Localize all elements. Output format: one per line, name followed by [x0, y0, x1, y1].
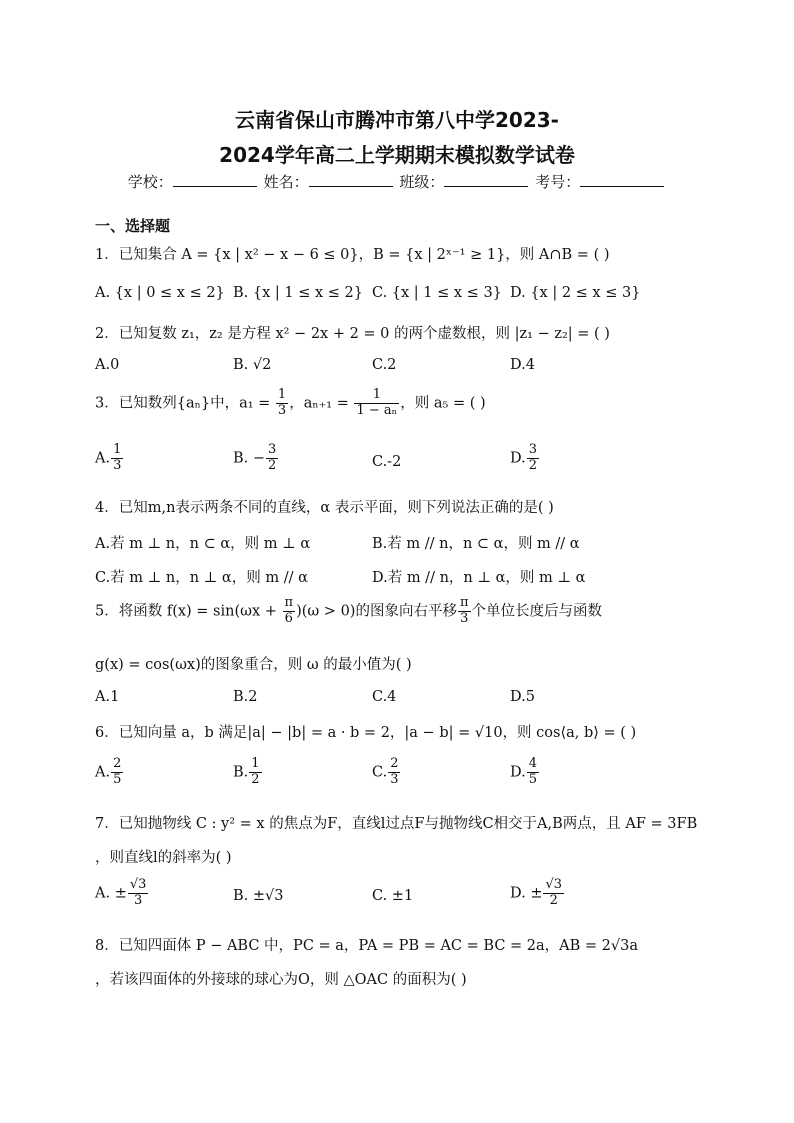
- q5-stem-part3: 个单位长度后与函数: [471, 603, 602, 620]
- q3-stem-part3: ，则 a₅ = ( ): [400, 395, 486, 412]
- q6-option-c[interactable]: C. $\frac{2}{3}$: [372, 756, 399, 787]
- question-7-stem: 7．已知抛物线 C : y² = x 的焦点为F，直线l过点F与抛物线C相交于A,B两点，且 AF = 3FB: [95, 816, 698, 832]
- class-label: 班级：: [399, 173, 445, 191]
- question-6-stem: 6．已知向量 a，b 满足|a| − |b| = a · b = 2，|a − b| = √10，则 cos⟨a, b⟩ = ( ): [95, 725, 637, 741]
- page-title-line1: 云南省保山市腾冲市第八中学2023-: [235, 108, 559, 132]
- student-info-row: [0, 171, 794, 192]
- q2-option-d[interactable]: D.4: [510, 357, 535, 373]
- q1-option-b[interactable]: B. {x | 1 ≤ x ≤ 2}: [233, 285, 363, 301]
- q3-option-d[interactable]: D. $\frac{3}{2}$: [510, 442, 537, 473]
- q5-option-d[interactable]: D.5: [510, 689, 535, 705]
- q3-option-b[interactable]: B. − $\frac{3}{2}$: [233, 442, 277, 473]
- question-8-stem-line2: ，若该四面体的外接球的球心为O，则 △OAC 的面积为( ): [95, 972, 467, 988]
- page-title-line2: 2024学年高二上学期期末模拟数学试卷: [219, 143, 575, 167]
- q6-option-d[interactable]: D. $\frac{4}{5}$: [510, 756, 537, 787]
- q2-option-b[interactable]: B. √2: [233, 357, 272, 373]
- question-8-stem: 8．已知四面体 P − ABC 中，PC = a，PA = PB = AC = BC = 2a，AB = 2√3a: [95, 938, 638, 954]
- question-5-stem: [95, 596, 704, 627]
- school-label: 学校：: [127, 173, 173, 191]
- q2-option-c[interactable]: C.2: [372, 357, 397, 373]
- question-4-stem: 4．已知m,n表示两条不同的直线，α 表示平面，则下列说法正确的是( ): [95, 500, 554, 516]
- name-blank[interactable]: [309, 172, 393, 187]
- section-heading: 一、选择题: [95, 217, 171, 235]
- q4-option-c[interactable]: C.若 m ⊥ n，n ⊥ α，则 m // α: [95, 570, 308, 586]
- q5-option-b[interactable]: B.2: [233, 689, 258, 705]
- q1-option-a[interactable]: A. {x | 0 ≤ x ≤ 2}: [95, 285, 225, 301]
- q7-option-d[interactable]: D. ± $\frac{√3}{2}$: [510, 877, 563, 908]
- question-2-stem: 2．已知复数 z₁，z₂ 是方程 x² − 2x + 2 = 0 的两个虚数根，则 |z₁ − z₂| = ( ): [95, 326, 610, 342]
- question-5-stem-line2: g(x) = cos(ωx)的图象重合，则 ω 的最小值为( ): [95, 657, 412, 673]
- q5-option-a[interactable]: A.1: [95, 689, 120, 705]
- question-1-stem: 1．已知集合 A = {x | x² − x − 6 ≤ 0}，B = {x | 2ˣ⁻¹ ≥ 1}，则 A∩B = ( ): [95, 247, 610, 263]
- q4-option-a[interactable]: A.若 m ⊥ n，n ⊂ α，则 m ⊥ α: [95, 536, 311, 552]
- q3-option-a[interactable]: A. $\frac{1}{3}$: [95, 442, 122, 473]
- q7-option-c[interactable]: C. ±1: [372, 888, 414, 904]
- class-blank[interactable]: [444, 172, 528, 187]
- q4-option-b[interactable]: B.若 m // n，n ⊂ α，则 m // α: [372, 536, 580, 552]
- q3-option-c[interactable]: C.-2: [372, 454, 402, 470]
- q1-option-d[interactable]: D. {x | 2 ≤ x ≤ 3}: [510, 285, 641, 301]
- q6-option-a[interactable]: A. $\frac{2}{5}$: [95, 756, 122, 787]
- q5-frac-phase: $\frac{\pi}{6}$: [284, 595, 294, 626]
- q3-stem-part1: 3．已知数列{aₙ}中，a₁ =: [95, 395, 275, 412]
- q7-option-b[interactable]: B. ±√3: [233, 888, 284, 904]
- q3-stem-part2: ，aₙ₊₁ =: [289, 395, 354, 412]
- q5-stem-part1: 5．将函数 f(x) = sin(ωx +: [95, 603, 282, 620]
- q4-option-d[interactable]: D.若 m // n，n ⊥ α，则 m ⊥ α: [372, 570, 586, 586]
- exam-no-label: 考号：: [535, 173, 581, 191]
- q1-option-c[interactable]: C. {x | 1 ≤ x ≤ 3}: [372, 285, 502, 301]
- question-7-stem-line2: ，则直线l的斜率为( ): [95, 850, 232, 866]
- name-label: 姓名：: [263, 173, 309, 191]
- exam-no-blank[interactable]: [580, 172, 664, 187]
- q7-option-a[interactable]: A. ± $\frac{√3}{3}$: [95, 877, 147, 908]
- q5-option-c[interactable]: C.4: [372, 689, 397, 705]
- q3-frac-recurrence: $\frac{1}{\text{1 − aₙ}}$: [356, 387, 398, 418]
- q3-frac-a1: $\frac{1}{3}$: [277, 387, 287, 418]
- q5-stem-part2: )(ω > 0)的图象向右平移: [296, 603, 457, 620]
- school-blank[interactable]: [173, 172, 257, 187]
- q2-option-a[interactable]: A.0: [95, 357, 120, 373]
- question-3-stem: [95, 388, 704, 419]
- q5-frac-shift: $\frac{\pi}{3}$: [459, 595, 469, 626]
- q6-option-b[interactable]: B. $\frac{1}{2}$: [233, 756, 260, 787]
